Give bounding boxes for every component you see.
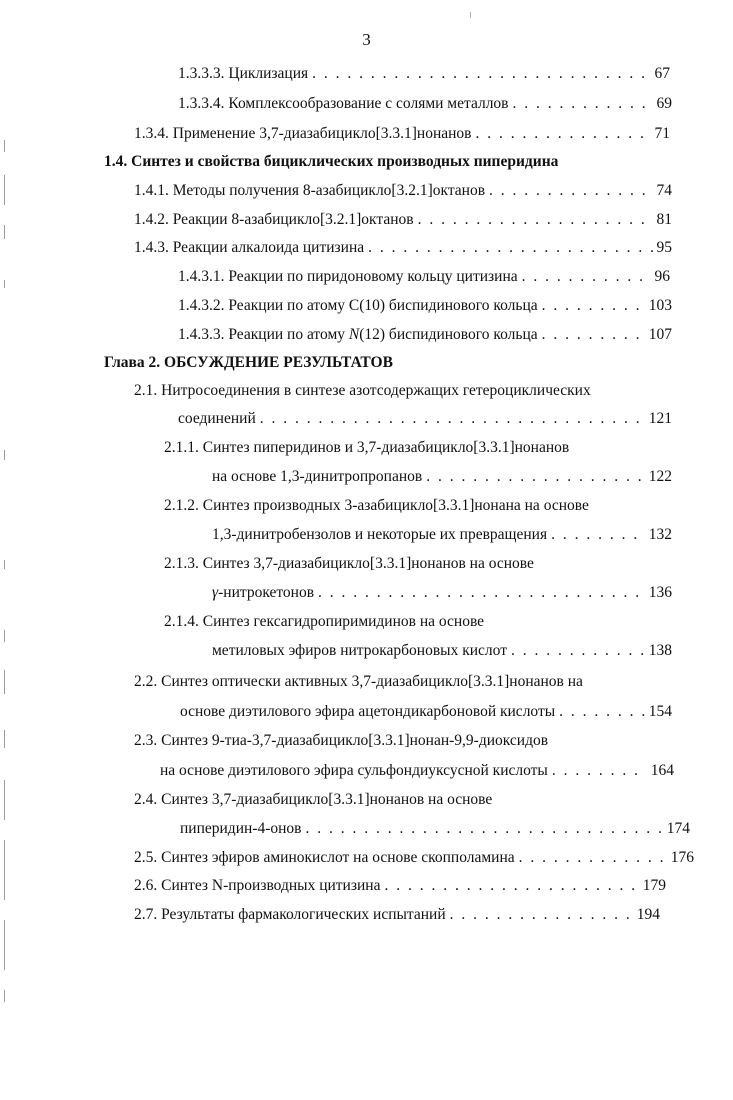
toc-entry: 1.4.2. Реакции 8-азабицикло[3.2.1]октанов . . . 81: [134, 210, 672, 230]
toc-entry: пиперидин-4-онов . . . 174: [180, 819, 690, 839]
toc-entry: 2.6. Синтез N-производных цитизина . . . 179: [134, 876, 666, 896]
toc-entry-line1: 2.1.2. Синтез производных 3-азабицикло[3.3.1]нонана на основе: [164, 497, 589, 514]
toc-entry: 1.3.3.4. Комплексообразование с солями металлов . . . 69: [178, 94, 672, 114]
toc-entry: 2.5. Синтез эфиров аминокислот на основе скопполамина . . . 176: [134, 848, 694, 868]
toc-entry: 1.3.3.3. Циклизация . . . 67: [178, 64, 670, 84]
toc-entry: 1.4.3.2. Реакции по атому C(10) биспидинового кольца . . . 103: [178, 296, 672, 316]
toc-chapter-heading: Глава 2. ОБСУЖДЕНИЕ РЕЗУЛЬТАТОВ: [104, 354, 393, 371]
toc-entry-line1: 2.1. Нитросоединения в синтезе азотсодержащих гетероциклических: [134, 382, 591, 399]
toc-entry: на основе диэтилового эфира сульфондиуксусной кислоты . . . 164: [160, 761, 674, 781]
toc-entry: основе диэтилового эфира ацетондикарбоновой кислоты . . . 154: [180, 702, 672, 722]
toc-entry-line1: 2.1.3. Синтез 3,7-диазабицикло[3.3.1]нонанов на основе: [164, 555, 534, 572]
toc-entry: 1.4.1. Методы получения 8-азабицикло[3.2.1]октанов . . . 74: [134, 181, 672, 201]
toc-entry-line1: 2.4. Синтез 3,7-диазабицикло[3.3.1]нонанов на основе: [134, 791, 493, 808]
toc-entry: метиловых эфиров нитрокарбоновых кислот . . . 138: [212, 641, 672, 661]
toc-entry: 1,3-динитробензолов и некоторые их превращения . . . 132: [212, 525, 672, 545]
toc-entry: 1.3.4. Применение 3,7-диазабицикло[3.3.1]нонанов . . . 71: [134, 124, 670, 144]
toc-section-heading: 1.4. Синтез и свойства бициклических производных пиперидина: [104, 153, 559, 170]
scan-margin-artifacts: [0, 130, 14, 1030]
toc-entry-line1: 2.1.4. Синтез гексагидропиримидинов на основе: [164, 613, 485, 630]
toc-entry: 1.4.3.1. Реакции по пиридоновому кольцу цитизина . . . 96: [178, 267, 670, 287]
toc-entry: 1.4.3. Реакции алкалоида цитизина . . . 95: [134, 238, 672, 258]
page-number: 3: [362, 30, 371, 49]
toc-entry: на основе 1,3-динитропропанов . . . 122: [212, 467, 672, 487]
toc-entry: соединений . . . 121: [178, 409, 672, 429]
toc-entry-line1: 2.1.1. Синтез пиперидинов и 3,7-диазабицикло[3.3.1]нонанов: [164, 439, 570, 456]
scan-speck: [470, 12, 471, 18]
toc-entry-line1: 2.2. Синтез оптически активных 3,7-диазабицикло[3.3.1]нонанов на: [134, 673, 583, 690]
toc-entry: 1.4.3.3. Реакции по атому N(12) биспидинового кольца . . . 107: [178, 325, 672, 345]
toc-entry-line1: 2.3. Синтез 9-тиа-3,7-диазабицикло[3.3.1]нонан-9,9-диоксидов: [134, 732, 549, 749]
toc-entry: 2.7. Результаты фармакологических испытаний . . . 194: [134, 905, 660, 925]
toc-entry: γ-нитрокетонов . . . 136: [212, 583, 672, 603]
